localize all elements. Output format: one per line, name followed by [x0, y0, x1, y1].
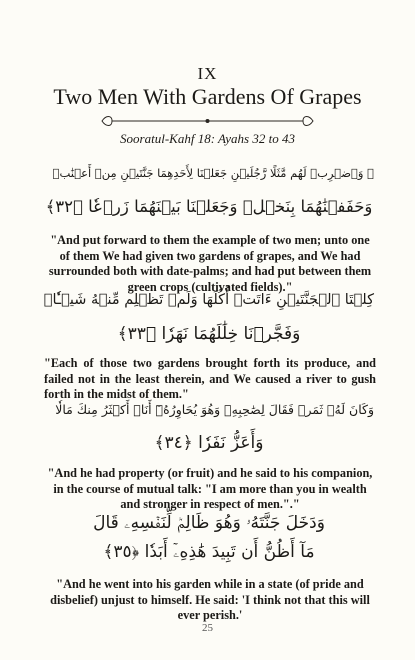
arabic-verse-line: وَدَخَلَ جَنَّتَهُۥ وَهُوَ ظَالِمٞ لِّنَفۡسِهِۦ قَالَ — [93, 513, 325, 533]
chapter-reference: Sooratul-Kahf 18: Ayahs 32 to 43 — [120, 131, 295, 146]
ornament-divider — [100, 113, 315, 129]
arabic-verse-line: وَحَفَفۡنَٰهُمَا بِنَخۡلٖ وَجَعَلۡنَا بَيۡنَهُمَا زَرۡعٗا ﴿٣٢﴾ — [45, 197, 373, 216]
arabic-verse-line: ۞ وَٱضۡرِبۡ لَهُم مَّثَلًا رَّجُلَيۡنِ جَعَلۡنَا لِأَحَدِهِمَا جَنَّتَيۡنِ مِنۡ أَعۡنَٰبٖ — [52, 166, 374, 180]
chapter-number: IX — [197, 64, 218, 83]
verse-translation: "And he went into his garden while in a state (of pride and disbelief) unjust to himself. He said: 'I think not that this will ever perish.' — [50, 577, 370, 622]
arabic-verse-line: كِلۡتَا ٱلۡجَنَّتَيۡنِ ءَاتَتۡ أُكُلَهَا وَلَمۡ تَظۡلِم مِّنۡهُ شَيۡـٔٗاۚ — [43, 292, 374, 308]
arabic-verse-line: مَآ أَظُنُّ أَن تَبِيدَ هَٰذِهِۦٓ أَبَدٗا ﴿٣٥﴾ — [103, 542, 315, 562]
verse-translation: "And he had property (or fruit) and he said to his companion, in the course of mutual talk: "I am more than you in wealth and stronger in respect of men."." — [47, 466, 373, 511]
chapter-title: Two Men With Gardens Of Grapes — [53, 84, 362, 109]
arabic-verse-line: وَفَجَّرۡنَا خِلَٰلَهُمَا نَهَرٗا ﴿٣٣﴾ — [117, 324, 301, 344]
verse-translation: "Each of those two gardens brought forth its produce, and failed not in the least therein, and We caused a river to gush forth in the midst of them." — [44, 356, 376, 401]
arabic-verse-line: وَكَانَ لَهُۥ ثَمَرٞ فَقَالَ لِصَٰحِبِهِۦ وَهُوَ يُحَاوِرُهُۥٓ أَنَا۠ أَكۡثَرُ مِنكَ مَالٗا — [55, 402, 374, 417]
page-number: 25 — [202, 622, 213, 634]
verse-translation: "And put forward to them the example of two men; unto one of them We had given two gardens of grapes, and We had surrounded both with date-palms; and had put between them green crops (cultivated fields)." — [48, 233, 372, 294]
arabic-verse-line: وَأَعَزُّ نَفَرٗا ﴿٣٤﴾ — [154, 433, 264, 453]
